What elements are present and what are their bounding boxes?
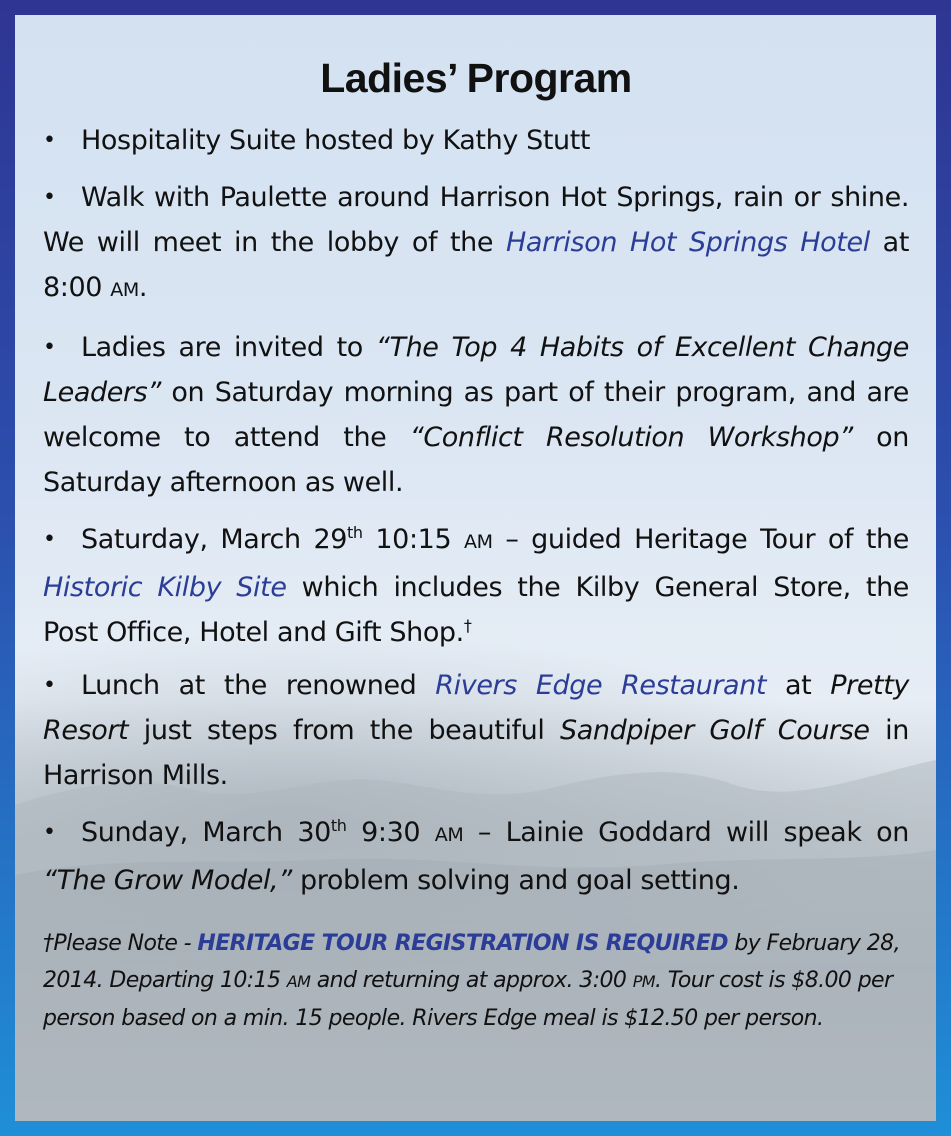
item-text: Lunch at the renowned	[81, 670, 436, 701]
item-text: problem solving and goal setting.	[291, 865, 740, 896]
golf-course-name: Sandpiper Golf Course	[560, 715, 870, 746]
bullet: •	[43, 335, 56, 360]
note-text: †Please Note -	[43, 931, 198, 956]
session-title: “The Top 4 Habits of Excellent Change Leaders”	[43, 332, 909, 408]
note-text: . Tour cost is $8.00 per person based on a min. 15 people. Rivers Edge meal is $12.50 per person.	[43, 968, 893, 1031]
dagger-mark: †	[463, 616, 472, 635]
page-title: Ladies’ Program	[320, 55, 632, 101]
bullet: •	[43, 673, 56, 698]
bullet: •	[43, 527, 56, 552]
list-item-lunch	[43, 663, 909, 798]
pm-label: PM	[632, 972, 655, 991]
item-text: at	[766, 670, 831, 701]
workshop-title: “Conflict Resolution Workshop”	[409, 422, 853, 453]
item-text: – guided Heritage Tour of the	[492, 524, 909, 555]
am-label: AM	[463, 531, 493, 553]
resort-name: Pretty Resort	[43, 670, 909, 746]
list-item-walk	[43, 175, 909, 313]
item-text: in Harrison Mills.	[43, 715, 909, 791]
item-text: 9:30	[346, 817, 435, 848]
bullet: •	[43, 128, 56, 153]
item-text: 10:15	[362, 524, 464, 555]
ordinal-suffix: th	[330, 816, 347, 835]
list-item-sunday	[43, 810, 909, 903]
list-item-hospitality	[43, 118, 909, 163]
item-text: Sunday, March 30	[81, 817, 331, 848]
item-text: Saturday, March 29	[81, 524, 348, 555]
talk-title: “The Grow Model,”	[43, 865, 292, 896]
registration-note	[43, 925, 909, 1037]
note-text: by February 28, 2014. Departing 10:15	[43, 931, 900, 993]
am-label: AM	[434, 824, 464, 846]
am-label: AM	[286, 972, 311, 991]
item-text: which includes the Kilby General Store, the Post Office, Hotel and Gift Shop.	[43, 572, 909, 648]
kilby-site-link[interactable]: Historic Kilby Site	[43, 572, 287, 603]
content-panel	[15, 15, 936, 1121]
item-text: at 8:00	[43, 227, 910, 303]
item-text: just steps from the beautiful	[128, 715, 561, 746]
item-text: Hospitality Suite hosted by Kathy Stutt	[81, 125, 591, 156]
item-text: .	[138, 272, 147, 303]
list-item-heritage-tour	[43, 517, 909, 655]
ordinal-suffix: th	[347, 523, 363, 542]
hotel-link[interactable]: Harrison Hot Springs Hotel	[505, 227, 870, 258]
item-text: on Saturday morning as part of their program, and are welcome to attend the	[43, 377, 909, 453]
am-label: AM	[110, 279, 139, 301]
item-text: Ladies are invited to	[81, 332, 376, 363]
bullet: •	[43, 185, 56, 210]
program-content	[43, 55, 909, 1037]
restaurant-link[interactable]: Rivers Edge Restaurant	[435, 670, 767, 701]
item-text: Walk with Paulette around Harrison Hot Springs, rain or shine. We will meet in the lobby of the	[43, 182, 909, 258]
list-item-workshops	[43, 325, 909, 505]
item-text: on Saturday afternoon as well.	[43, 422, 910, 498]
note-text: and returning at approx. 3:00	[310, 968, 633, 993]
bullet: •	[43, 820, 56, 845]
registration-required-text: HERITAGE TOUR REGISTRATION IS REQUIRED	[197, 931, 728, 956]
item-text: – Lainie Goddard will speak on	[463, 817, 909, 848]
